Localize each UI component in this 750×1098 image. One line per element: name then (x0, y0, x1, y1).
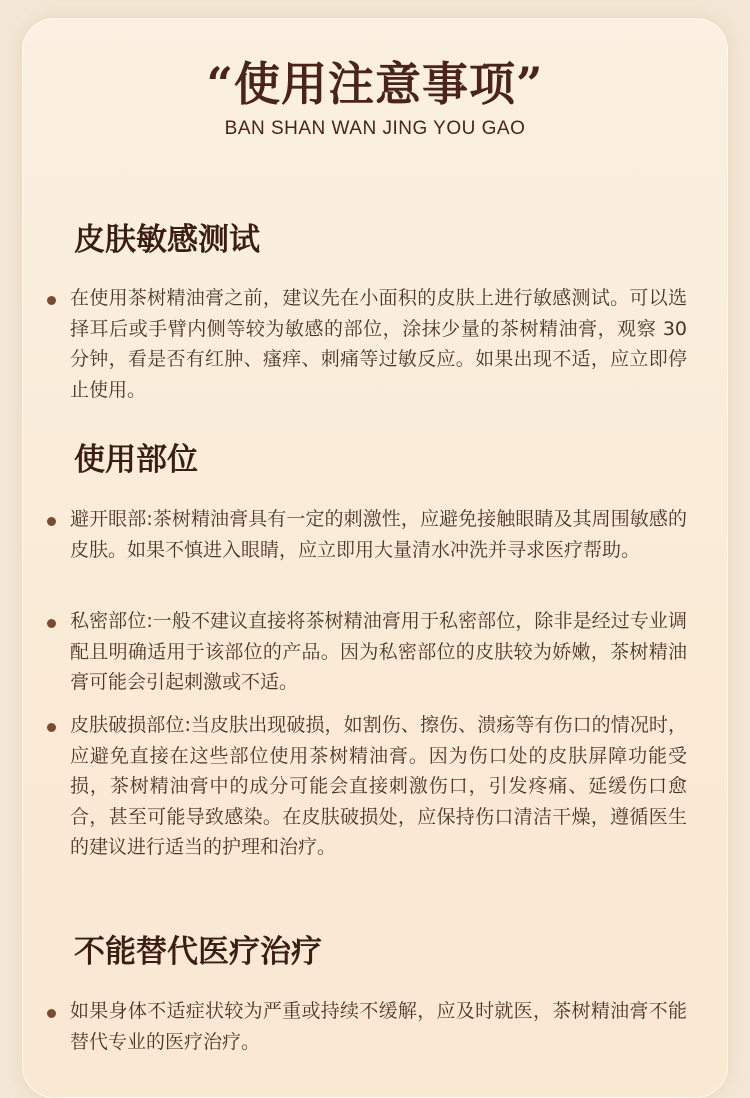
bullet-dot-icon (47, 296, 56, 305)
list-item (47, 996, 687, 1057)
section-heading-sensitivity-test: 皮肤敏感测试 (74, 222, 260, 258)
list-item (47, 504, 687, 565)
list-item-text: 私密部位:一般不建议直接将茶树精油膏用于私密部位，除非是经过专业调配且明确适用于该部位的产品。因为私密部位的皮肤较为娇嫩，茶树精油膏可能会引起刺激或不适。 (70, 610, 687, 693)
bullet-dot-icon (47, 517, 56, 526)
bullet-dot-icon (47, 1009, 56, 1018)
list-item (47, 606, 687, 698)
list-item-text: 在使用茶树精油膏之前，建议先在小面积的皮肤上进行敏感测试。可以选择耳后或手臂内侧等较为敏感的部位，涂抹少量的茶树精油膏，观察 30分钟，看是否有红肿、瘙痒、刺痛等过敏反应。如果出现不适，应立即停止使用。 (70, 287, 687, 401)
section-heading-usage-areas: 使用部位 (74, 442, 198, 478)
bullet-dot-icon (47, 723, 56, 732)
list-item-text: 皮肤破损部位:当皮肤出现破损，如割伤、擦伤、溃疡等有伤口的情况时，应避免直接在这些部位使用茶树精油膏。因为伤口处的皮肤屏障功能受损，茶树精油膏中的成分可能会直接刺激伤口，引发疼痛、延缓伤口愈合，甚至可能导致感染。在皮肤破损处，应保持伤口清洁干燥，遵循医生的建议进行适当的护理和治疗。 (70, 714, 687, 858)
list-item (47, 710, 687, 863)
list-item-text: 避开眼部:茶树精油膏具有一定的刺激性，应避免接触眼睛及其周围敏感的皮肤。如果不慎进入眼睛，应立即用大量清水冲洗并寻求医疗帮助。 (70, 508, 687, 561)
section-heading-not-medical-treatment: 不能替代医疗治疗 (74, 934, 322, 970)
page-title: “使用注意事项” (206, 57, 544, 111)
page-subtitle: BAN SHAN WAN JING YOU GAO (224, 118, 526, 139)
list-item-text: 如果身体不适症状较为严重或持续不缓解，应及时就医，茶树精油膏不能替代专业的医疗治疗。 (70, 1000, 687, 1053)
bullet-dot-icon (47, 619, 56, 628)
list-item (47, 283, 687, 405)
